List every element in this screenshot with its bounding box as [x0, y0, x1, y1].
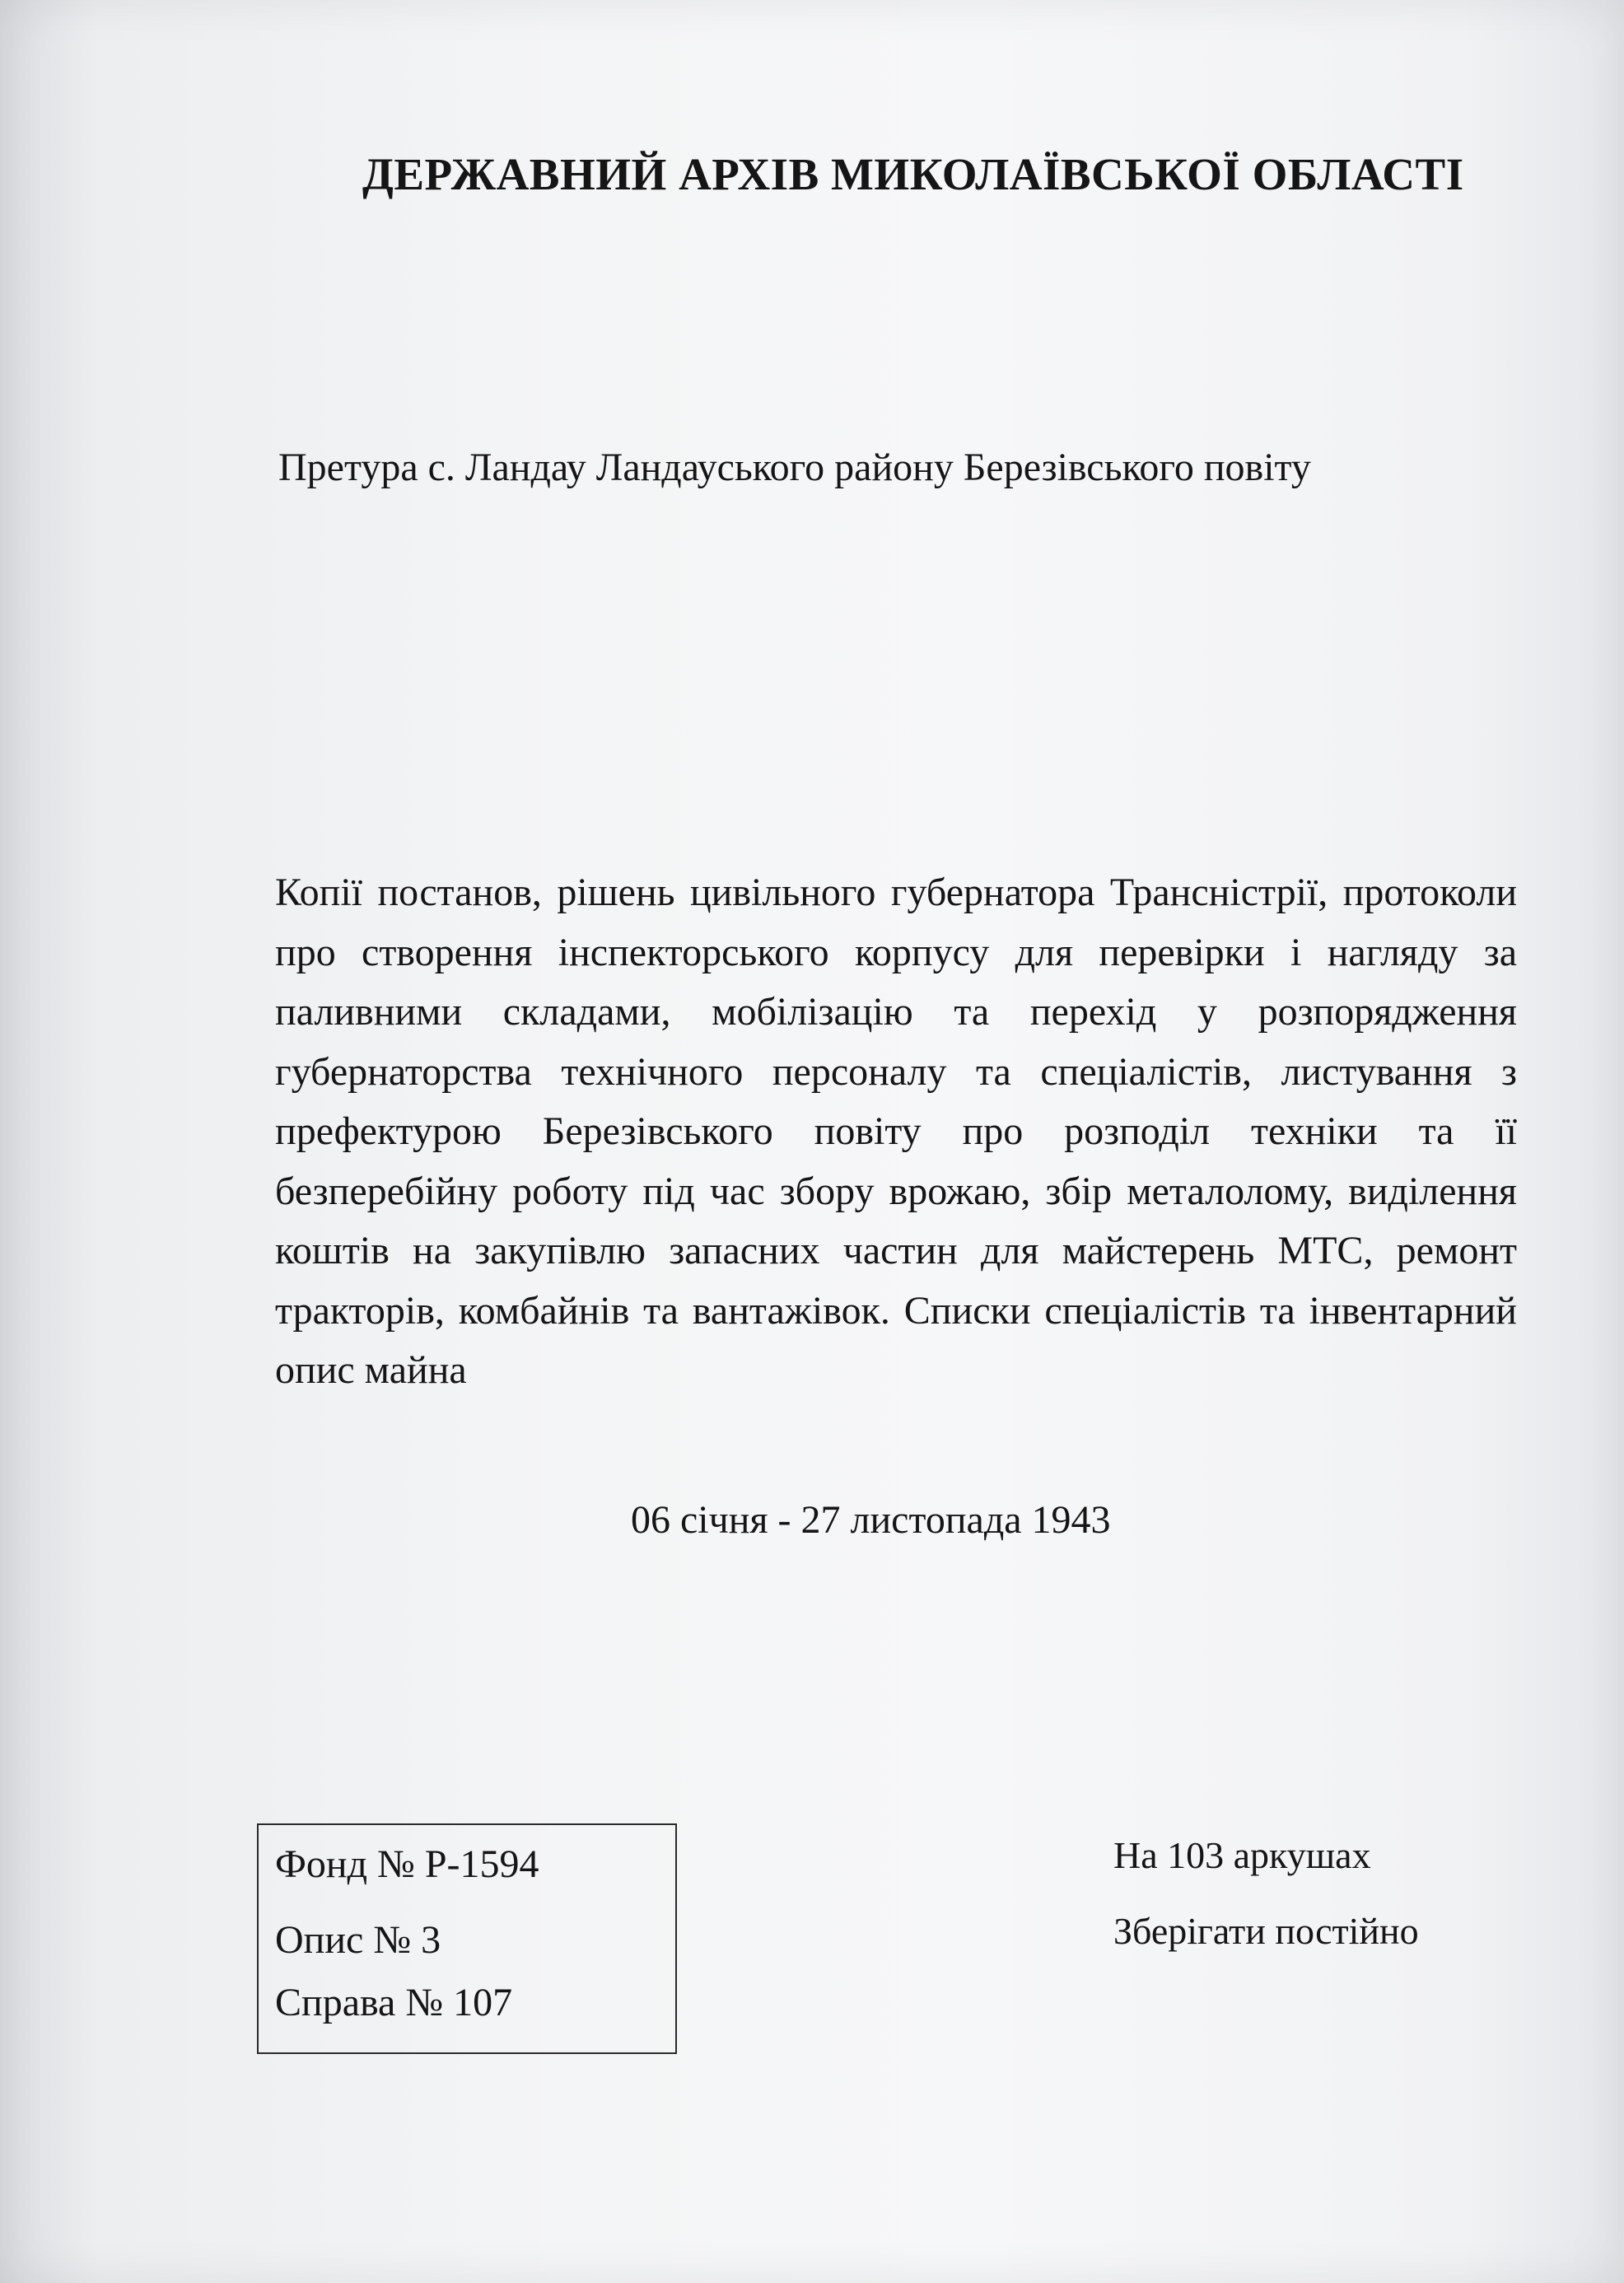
case-description: Копії постанов, рішень цивільного губернатора Трансністрії, протоколи про створення інспекторського корпусу для перевірки і нагляду за паливними складами, мобілізацію та перехід у розпорядження губернаторства технічного персоналу та спеціалістів, листування з префектурою Березівського повіту про розподіл техніки та її безперебійну роботу під час збору врожаю, збір металолому, виділення коштів на закупівлю запасних частин для майстерень МТС, ремонт тракторів, комбайнів та вантажівок. Списки спеціалістів та інвентарний опис майна — [275, 871, 1517, 1392]
sprava-number: Справа № 107 — [275, 1981, 513, 2024]
opys-number: Опис № 3 — [275, 1918, 441, 1962]
fond-number: Фонд № Р-1594 — [275, 1842, 539, 1886]
sheet-count: На 103 аркушах — [1113, 1834, 1371, 1876]
case-dates: 06 січня - 27 листопада 1943 — [631, 1498, 1111, 1542]
archive-title: ДЕРЖАВНИЙ АРХІВ МИКОЛАЇВСЬКОЇ ОБЛАСТІ — [362, 149, 1464, 199]
fund-name: Претура с. Ландау Ландауського району Березівського повіту — [278, 446, 1311, 489]
storage-term: Зберігати постійно — [1113, 1910, 1419, 1952]
reference-box — [257, 1823, 677, 2054]
